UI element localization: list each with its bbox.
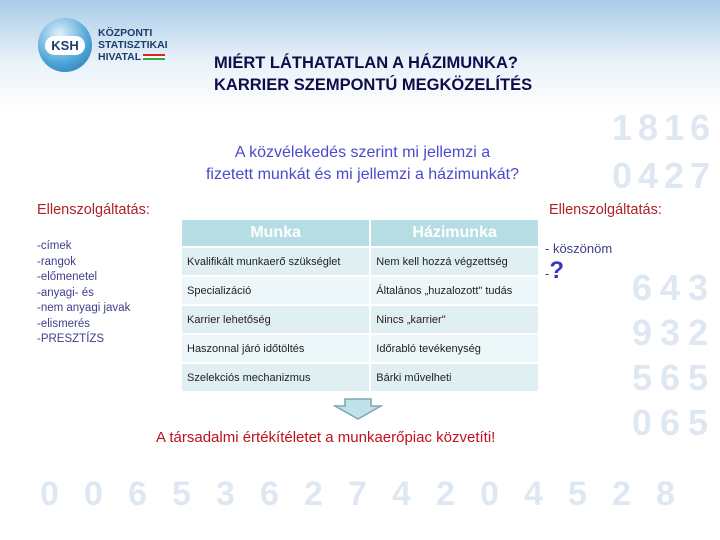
conclusion-text: A társadalmi értékítéletet a munkaerőpiac közvetíti! <box>156 429 496 446</box>
bg-digit: 5 <box>568 475 587 513</box>
table-cell: Nincs „karrier" <box>370 305 539 334</box>
page-title <box>214 52 532 96</box>
right-list <box>545 240 612 283</box>
bg-digit: 4 <box>638 155 659 196</box>
bg-digit: 4 <box>660 267 681 308</box>
bg-digit: 6 <box>690 107 711 148</box>
bg-digit: 7 <box>348 475 367 513</box>
hungarian-flag-icon <box>143 54 165 60</box>
list-item: -rangok <box>37 255 76 268</box>
bg-digit: 0 <box>632 402 653 443</box>
table-row <box>181 334 539 363</box>
question-mark: ? <box>549 257 565 284</box>
bg-digit: 6 <box>128 475 147 513</box>
question-line: fizetett munkát és mi jellemzi a házimunkát? <box>205 166 519 183</box>
bg-digit: 0 <box>612 155 633 196</box>
list-item: -elismerés <box>37 317 91 330</box>
table-row <box>181 363 539 392</box>
left-heading: Ellenszolgáltatás: <box>37 202 150 218</box>
logo-line-text: HIVATAL <box>98 51 142 63</box>
bg-digit: 5 <box>688 402 709 443</box>
table-cell: Bárki művelheti <box>370 363 539 392</box>
title-line: MIÉRT LÁTHATATLAN A HÁZIMUNKA? <box>214 54 518 72</box>
bg-digit: 2 <box>664 155 685 196</box>
table-cell: Szelekciós mechanizmus <box>181 363 370 392</box>
bg-digit: 5 <box>688 357 709 398</box>
bg-digit: 3 <box>688 267 709 308</box>
list-item: -címek <box>37 240 72 252</box>
table-cell: Kvalifikált munkaerő szükséglet <box>181 247 370 276</box>
logo-line: KÖZPONTI <box>98 27 153 39</box>
bg-digit: 7 <box>690 155 711 196</box>
bg-digit: 2 <box>304 475 323 513</box>
table-row <box>181 305 539 334</box>
ksh-logo-emblem <box>38 18 92 72</box>
bg-digit: 2 <box>612 475 631 513</box>
table-cell: Időrabló tevékenység <box>370 334 539 363</box>
column-header-hazimunka: Házimunka <box>370 219 539 247</box>
bg-digit: 0 <box>480 475 499 513</box>
table-cell: Nem kell hozzá végzettség <box>370 247 539 276</box>
bg-digit: 0 <box>40 475 59 513</box>
bg-digit: 3 <box>660 312 681 353</box>
bg-digit: 8 <box>638 107 659 148</box>
bg-digit: 1 <box>664 107 685 148</box>
table-cell: Specializáció <box>181 276 370 305</box>
list-item: -előmenetel <box>37 271 98 283</box>
left-list <box>37 239 130 348</box>
bg-digit: 9 <box>632 312 653 353</box>
table-header-row <box>181 219 539 247</box>
question-line: A közvélekedés szerint mi jellemzi a <box>234 144 491 161</box>
bg-digit: 6 <box>660 357 681 398</box>
bg-digit: 4 <box>392 475 411 513</box>
table-row <box>181 247 539 276</box>
bg-digit: 3 <box>216 475 235 513</box>
bg-digit: 2 <box>436 475 455 513</box>
logo-text <box>98 27 168 63</box>
logo-abbr: KSH <box>45 36 84 55</box>
list-item: -anyagi- és <box>37 286 94 299</box>
ksh-logo <box>38 18 168 72</box>
down-arrow-icon <box>333 398 383 420</box>
bg-digit: 5 <box>172 475 191 513</box>
question-text <box>160 142 565 186</box>
comparison-table <box>180 218 540 393</box>
dash: - <box>545 266 550 281</box>
bg-digit: 6 <box>660 402 681 443</box>
bg-digit: 0 <box>84 475 103 513</box>
bg-digit: 4 <box>524 475 543 513</box>
bg-digit: 8 <box>656 475 675 513</box>
bg-digit: 6 <box>260 475 279 513</box>
column-header-munka: Munka <box>181 219 370 247</box>
bg-digit: 2 <box>688 312 709 353</box>
list-item: -PRESZTÍZS <box>37 333 105 345</box>
table-row <box>181 276 539 305</box>
bg-digit: 5 <box>632 357 653 398</box>
title-line: KARRIER SZEMPONTÚ MEGKÖZELÍTÉS <box>214 76 533 94</box>
table-cell: Haszonnal járó időtöltés <box>181 334 370 363</box>
bg-digit: 1 <box>612 107 633 148</box>
table-cell: Karrier lehetőség <box>181 305 370 334</box>
list-item: - köszönöm <box>545 241 613 256</box>
logo-line <box>98 51 168 63</box>
list-item <box>545 257 612 284</box>
table-cell: Általános „huzalozott" tudás <box>370 276 539 305</box>
bg-digit: 6 <box>632 267 653 308</box>
logo-line: STATISZTIKAI <box>98 39 168 51</box>
list-item: -nem anyagi javak <box>37 302 131 314</box>
right-heading: Ellenszolgáltatás: <box>549 202 662 218</box>
